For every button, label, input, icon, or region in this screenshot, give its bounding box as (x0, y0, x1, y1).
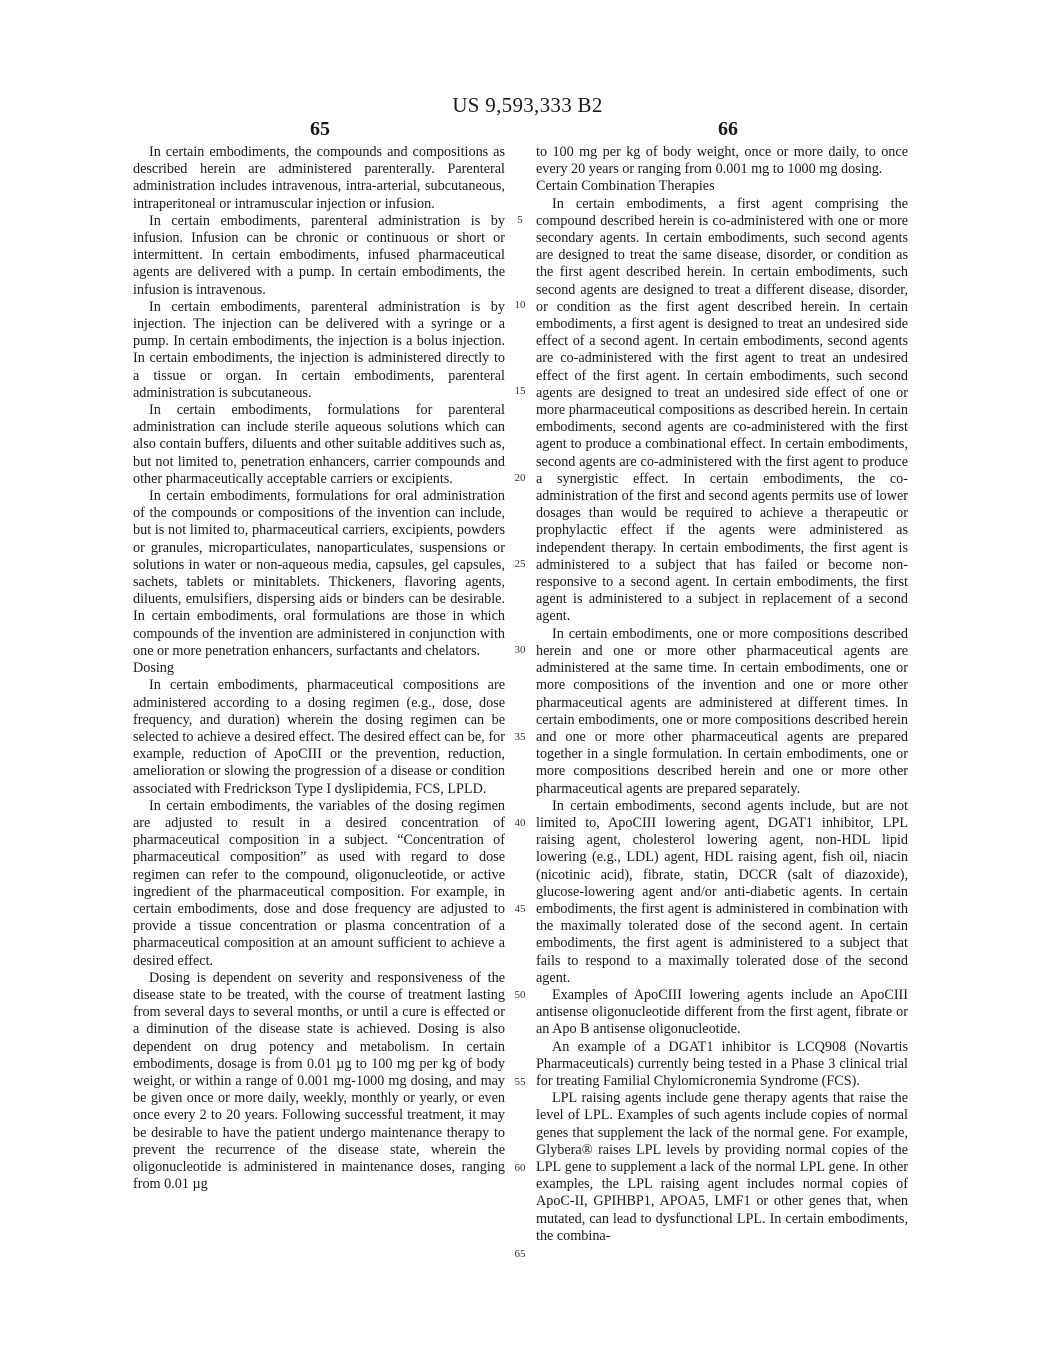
paragraph: In certain embodiments, a first agent comprising the compound described herein is co-administered with one or more secondary agents. In certain embodiments, such second agents are designed to treat the same disease, disorder, or condition as the first agent described herein. In certain embodiments, such second agents are designed to treat a different disease, disorder, or condition as the first agent described herein. In certain embodiments, a first agent is designed to treat an undesired side effect of a second agent. In certain embodiments, second agents are co-administered with the first agent to treat an undesired effect of the first agent. In certain embodiments, such second agents are designed to treat an undesired side effect of one or more pharmaceutical compositions as described herein. In certain embodiments, second agents are co-administered with the first agent to produce a combinational effect. In certain embodiments, second agents are co-administered with the first agent to produce a synergistic effect. In certain embodiments, the co-administration of the first and second agents permits use of lower dosages than would be required to achieve a therapeutic or prophylactic effect if the agents were administered as independent therapy. In certain embodiments, the first agent is administered to a subject that has failed or become non-responsive to a second agent. In certain embodiments, the first agent is administered to a subject in replacement of a second agent. (536, 195, 908, 625)
line-number: 30 (514, 644, 526, 656)
paragraph: In certain embodiments, parenteral administration is by injection. The injection can be delivered with a syringe or a pump. In certain embodiments, the injection is a bolus injection. In certain embodiments, the injection is administered directly to a tissue or organ. In certain embodiments, parenteral administration is subcutaneous. (133, 298, 505, 401)
line-number: 40 (514, 817, 526, 829)
line-number: 35 (514, 731, 526, 743)
section-heading-dosing: Dosing (133, 660, 174, 677)
paragraph: Dosing is dependent on severity and responsiveness of the disease state to be treated, with the course of treatment lasting from several days to several months, or until a cure is effected or a diminution of the disease state is achieved. Dosing is also dependent on drug potency and metabolism. In certain embodiments, dosage is from 0.01 µg to 100 mg per kg of body weight, or within a range of 0.001 mg-1000 mg dosing, and may be given once or more daily, weekly, monthly or yearly, or even once every 2 to 20 years. Following successful treatment, it may be desirable to have the patient undergo maintenance therapy to prevent the recurrence of the disease state, wherein the oligonucleotide is administered in maintenance doses, ranging from 0.01 µg (133, 969, 505, 1193)
paragraph: In certain embodiments, one or more compositions described herein and one or more other pharmaceutical agents are administered at the same time. In certain embodiments, one or more compositions of the invention and one or more other pharmaceutical agents are administered at different times. In certain embodiments, one or more compositions described herein and one or more other pharmaceutical agents are prepared together in a single formulation. In certain embodiments, one or more compositions described herein and one or more other pharmaceutical agents are prepared separately. (536, 625, 908, 797)
line-number: 60 (514, 1162, 526, 1174)
section-heading-combination-therapies: Certain Combination Therapies (536, 178, 715, 195)
paragraph: Examples of ApoCIII lowering agents include an ApoCIII antisense oligonucleotide different from the first agent, fibrate or an Apo B antisense oligonucleotide. (536, 986, 908, 1038)
line-number-gutter (509, 0, 531, 1365)
paragraph: In certain embodiments, formulations for parenteral administration can include sterile aqueous solutions which can also contain buffers, diluents and other suitable additives such as, but not limited to, penetration enhancers, carrier compounds and other pharmaceutically acceptable carriers or excipients. (133, 402, 505, 487)
page-number-left: 65 (310, 118, 330, 140)
paragraph: An example of a DGAT1 inhibitor is LCQ908 (Novartis Pharmaceuticals) currently being tested in a Phase 3 clinical trial for treating Familial Chylomicronemia Syndrome (FCS). (536, 1038, 908, 1089)
paragraph: In certain embodiments, parenteral administration is by infusion. Infusion can be chronic or continuous or short or intermittent. In certain embodiments, infused pharmaceutical agents are delivered with a pump. In certain embodiments, the infusion is intravenous. (133, 212, 505, 298)
line-number: 25 (514, 558, 526, 570)
line-number: 65 (514, 1248, 526, 1260)
page-number-right: 66 (718, 118, 738, 140)
paragraph: In certain embodiments, the compounds and compositions as described herein are administered parenterally. Parenteral administration includes intravenous, intra-arterial, subcutaneous, intraperitoneal or intramuscular injection or infusion. (133, 144, 505, 212)
paragraph: In certain embodiments, pharmaceutical compositions are administered according to a dosing regimen (e.g., dose, dose frequency, and duration) wherein the dosing regimen can be selected to achieve a desired effect. The desired effect can be, for example, reduction of ApoCIII or the prevention, reduction, amelioration or slowing the progression of a disease or condition associated with Fredrickson Type I dyslipidemia, FCS, LPLD. (133, 677, 505, 797)
line-number: 20 (514, 472, 526, 484)
line-number: 10 (514, 299, 526, 311)
paragraph: to 100 mg per kg of body weight, once or more daily, to once every 20 years or ranging from 0.001 mg to 1000 mg dosing. (536, 144, 908, 178)
line-number: 15 (514, 385, 526, 397)
line-number: 50 (514, 989, 526, 1001)
paragraph: In certain embodiments, formulations for oral administration of the compounds or compositions of the invention can include, but is not limited to, pharmaceutical carriers, excipients, powders or granules, microparticulates, nanoparticulates, suspensions or solutions in water or non-aqueous media, capsules, gel capsules, sachets, tablets or minitablets. Thickeners, flavoring agents, diluents, emulsifiers, dispersing aids or binders can be desirable. In certain embodiments, oral formulations are those in which compounds of the invention are administered in conjunction with one or more penetration enhancers, surfactants and chelators. (133, 488, 505, 659)
patent-number: US 9,593,333 B2 (452, 93, 603, 117)
left-column (133, 144, 505, 1193)
paragraph: LPL raising agents include gene therapy agents that raise the level of LPL. Examples of such agents include copies of normal genes that supplement the lack of the normal gene. For example, Glybera® raises LPL levels by providing normal copies of the LPL gene to supplement a lack of the normal LPL gene. In other examples, the LPL raising agent includes normal copies of ApoC-II, GPIHBP1, APOA5, LMF1 or other genes that, when mutated, can lead to dysfunctional LPL. In certain embodiments, the combina- (536, 1090, 908, 1244)
paragraph: In certain embodiments, second agents include, but are not limited to, ApoCIII lowering agent, DGAT1 inhibitor, LPL raising agent, cholesterol lowering agent, non-HDL lipid lowering (e.g., LDL) agent, HDL raising agent, fish oil, niacin (nicotinic acid), fibrate, statin, DCCR (salt of diazoxide), glucose-lowering agent and/or anti-diabetic agents. In certain embodiments, the first agent is administered in combination with the maximally tolerated dose of the second agent. In certain embodiments, the first agent is administered to a subject that fails to respond to a maximally tolerated dose of the second agent. (536, 797, 908, 986)
line-number: 55 (514, 1076, 526, 1088)
right-column (536, 144, 908, 1245)
line-number: 5 (517, 214, 523, 226)
paragraph: In certain embodiments, the variables of the dosing regimen are adjusted to result in a desired concentration of pharmaceutical composition in a subject. “Concentration of pharmaceutical composition” as used with regard to dose regimen can refer to the compound, oligonucleotide, or active ingredient of the pharmaceutical composition. For example, in certain embodiments, dose and dose frequency are adjusted to provide a tissue concentration or plasma concentration of a pharmaceutical composition at an amount sufficient to achieve a desired effect. (133, 797, 505, 969)
line-number: 45 (514, 903, 526, 915)
